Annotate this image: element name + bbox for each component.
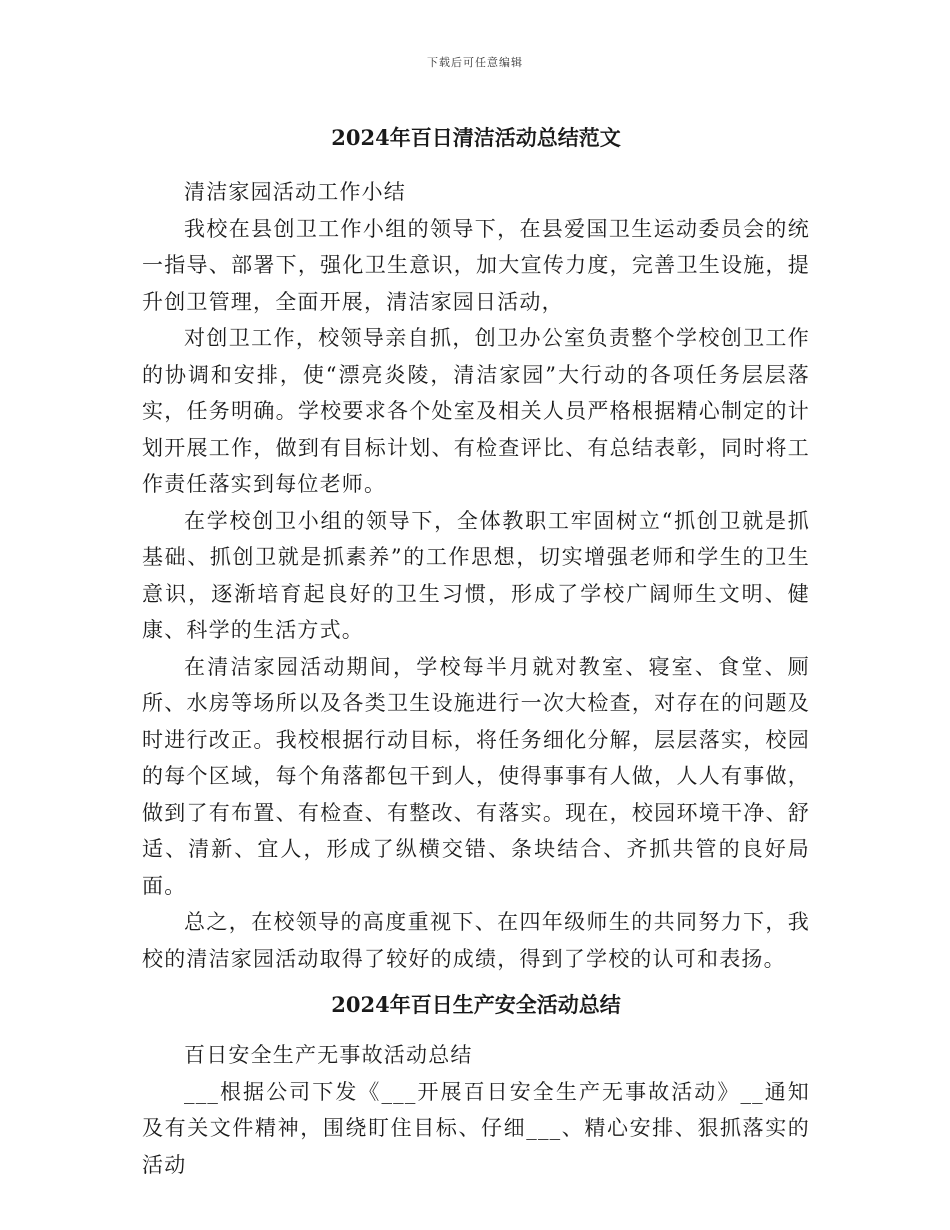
paragraph: 我校在县创卫工作小组的领导下，在县爱国卫生运动委员会的统一指导、部署下，强化卫生意识，加大宣传力度，完善卫生设施，提升创卫管理，全面开展，清洁家园日活动，: [142, 216, 810, 314]
paragraph: 在清洁家园活动期间，学校每半月就对教室、寝室、食堂、厕所、水房等场所以及各类卫生设施进行一次大检查，对存在的问题及时进行改正。我校根据行动目标，将任务细化分解，层层落实，校园的每个区域，每个角落都包干到人，使得事事有人做，人人有事做，做到了有布置、有检查、有整改、有落实。现在，校园环境干净、舒适、清新、宜人，形成了纵横交错、条块结合、齐抓共管的良好局面。: [142, 654, 810, 898]
paragraph: 百日安全生产无事故活动总结: [184, 1043, 473, 1067]
page-header-note: 下载后可任意编辑: [427, 56, 523, 69]
document-title: 2024年百日清洁活动总结范文: [331, 125, 621, 150]
paragraph: 总之，在校领导的高度重视下、在四年级师生的共同努力下，我校的清洁家园活动取得了较好的成绩，得到了学校的认可和表扬。: [142, 910, 810, 971]
section-title: 2024年百日生产安全活动总结: [331, 992, 621, 1017]
paragraph: 在学校创卫小组的领导下，全体教职工牢固树立“抓创卫就是抓基础、抓创卫就是抓素养”的工作思想，切实增强老师和学生的卫生意识，逐渐培育起良好的卫生习惯，形成了学校广阔师生文明、健康、科学的生活方式。: [142, 508, 810, 642]
paragraph: 对创卫工作，校领导亲自抓，创卫办公室负责整个学校创卫工作的协调和安排，使“漂亮炎陵，清洁家园”大行动的各项任务层层落实，任务明确。学校要求各个处室及相关人员严格根据精心制定的计划开展工作，做到有目标计划、有检查评比、有总结表彰，同时将工作责任落实到每位老师。: [142, 326, 810, 496]
paragraph: ___根据公司下发《___开展百日安全生产无事故活动》__通知及有关文件精神，围绕盯住目标、仔细___、精心安排、狠抓落实的活动: [142, 1079, 810, 1177]
paragraph: 清洁家园活动工作小结: [184, 180, 406, 204]
document-body: [142, 120, 810, 1183]
